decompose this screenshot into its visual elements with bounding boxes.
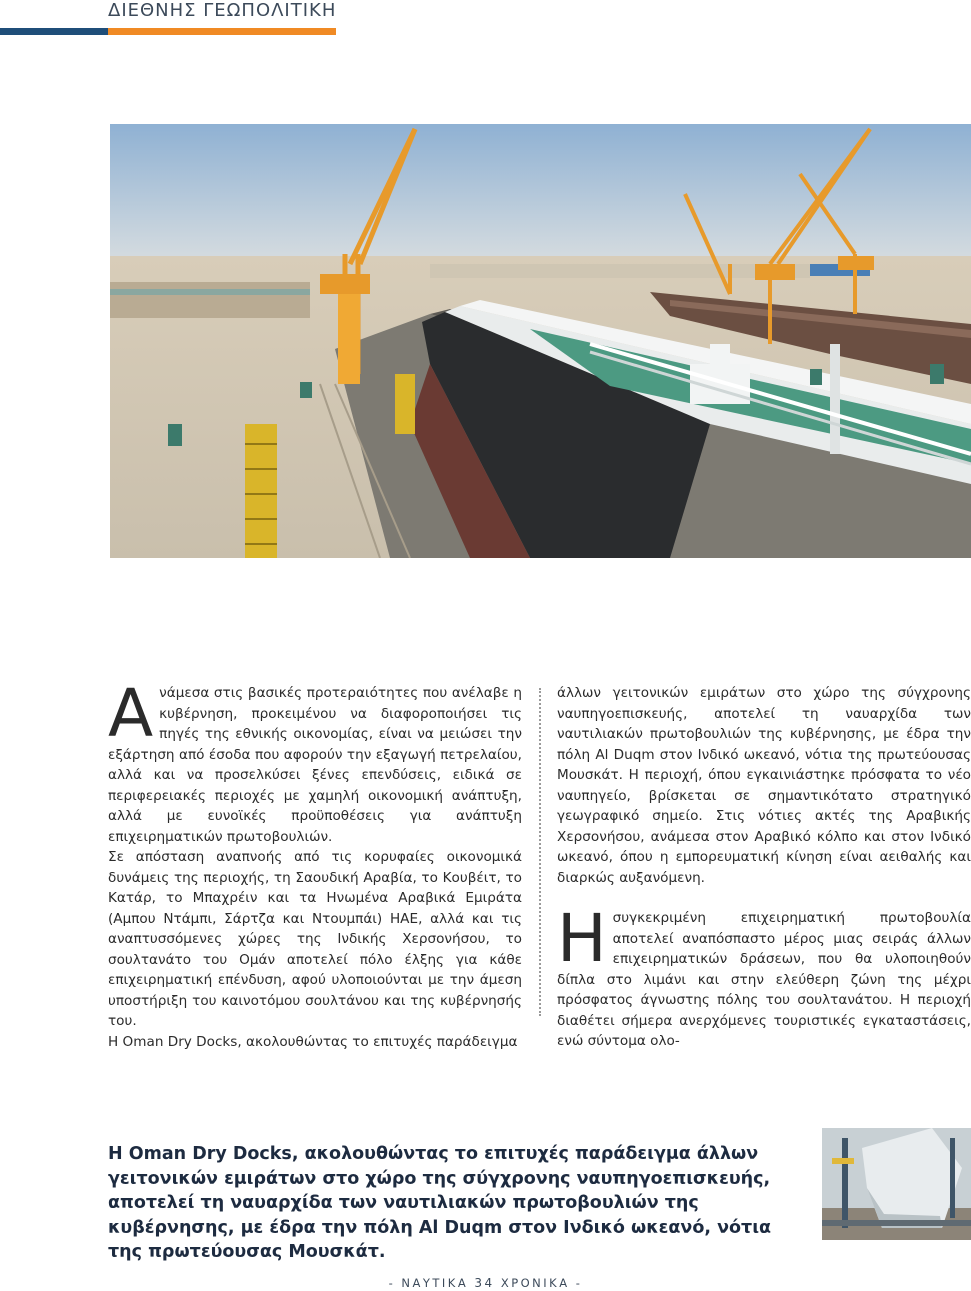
article-right-column [557, 683, 971, 1052]
pull-quote: Η Oman Dry Docks, ακολουθώντας το επιτυχές παράδειγμα άλλων γειτονικών εμιράτων στο χώρο της σύγχρονης ναυπηγοεπισκευής, αποτελεί τη ναυαρχίδα των ναυτιλιακών πρωτοβουλιών της κυβέρνησης, με έδρα την πόλη Al Duqm στον Ινδικό ωκεανό, νότια της πρωτεύουσας Μουσκάτ. [108, 1144, 772, 1262]
footer-left: - ΝΑΥΤΙΚΑ [388, 1276, 469, 1290]
header-rule-orange [108, 28, 336, 35]
footer-right: ΧΡΟΝΙΚΑ - [500, 1276, 583, 1290]
article-left-column [108, 675, 522, 1052]
dry-dock-photo [110, 124, 971, 558]
right-paragraph-2-text: συγκεκριμένη επιχειρηματική πρωτοβουλία αποτελεί αναπόσπαστο μέρος μιας σειράς άλλων επιχειρηματικών δράσεων, που θα υλοποιηθούν δίπλα στο λιμάνι και στην ελεύθερη ζώνη της μέχρι πρόσφατος άγνωστης πόλης του σουλτανάτου. Η περιοχή διαθέτει σήμερα ανερχόμενες τουριστικές εγκαταστάσεις, ενώ σύντομα ολο- [557, 910, 971, 1049]
left-paragraph-3: Η Oman Dry Docks, ακολουθώντας το επιτυχές παράδειγμα [108, 1033, 518, 1050]
page-number: 34 [474, 1276, 495, 1290]
right-paragraph-2 [557, 900, 971, 1052]
header-rule-blue [0, 28, 108, 35]
dropcap-alpha: Α [108, 675, 154, 752]
column-divider [539, 688, 541, 1016]
left-paragraph-2: Σε απόσταση αναπνοής από τις κορυφαίες οικονομικά δυνάμεις της περιοχής, τη Σαουδική Αραβία, το Κουβέιτ, το Κατάρ, το Μπαχρέιν και τα Ηνωμένα Αραβικά Εμιράτα (Αμπου Ντάμπι, Σάρτζα και Ντουμπάι) ΗΑΕ, αλλά και τις αναπτυσσόμενες χώρες της Ινδικής Χερσονήσου, το σουλτανάτο του Ομάν αποτελεί πόλο έλξης για κάθε επιχειρηματική επένδυση, αφού υλοποιούνται με την άμεση υποστήριξη του καινοτόμου σουλτάνου και της κυβέρνησής του. [108, 849, 522, 1029]
left-paragraph-1-text: νάμεσα στις βασικές προτεραιότητες που ανέλαβε η κυβέρνηση, προκειμένου να διαφοροποιήσει τις πηγές της εθνικής οικονομίας, είναι να μειώσει την εξάρτηση από έσοδα που αφορούν την εξαγωγή πετρελαίου, αλλά και να προσελκύσει ξένες επενδύσεις, ειδικά σε περιφερειακές περιοχές με χαμηλή οικονομική ανάπτυξη, αλλά με ευνοϊκές προϋποθέσεις για ανάπτυξη επιχειρηματικών πρωτοβουλιών. [108, 685, 522, 845]
right-paragraph-1: άλλων γειτονικών εμιράτων στο χώρο της σύγχρονης ναυπηγοεπισκευής, αποτελεί τη ναυαρχίδα των ναυτιλιακών πρωτοβουλιών της κυβέρνησης, με έδρα την πόλη Al Duqm στον Ινδικό ωκεανό, νότια της πρωτεύουσας Μουσκάτ. Η περιοχή, όπου εγκαινιάστηκε πρόσφατα το νέο ναυπηγείο, βρίσκεται σε σημαντικότατο στρατηγικό γεωγραφικό σημείο. Στις νότιες ακτές της Αραβικής Χερσονήσου, ανάμεσα στον Αραβικό κόλπο και στον Ινδικό ωκεανό, όπου η εμπορευματική κίνηση είναι αειθαλής και διαρκώς αυξανόμενη. [557, 685, 971, 886]
dropcap-eta: Η [557, 900, 607, 977]
left-paragraph-1 [108, 675, 522, 847]
ship-bow-photo [822, 1128, 971, 1240]
page-footer [0, 1276, 971, 1290]
section-title: ΔΙΕΘΝΗΣ ΓΕΩΠΟΛΙΤΙΚΗ [108, 0, 337, 21]
